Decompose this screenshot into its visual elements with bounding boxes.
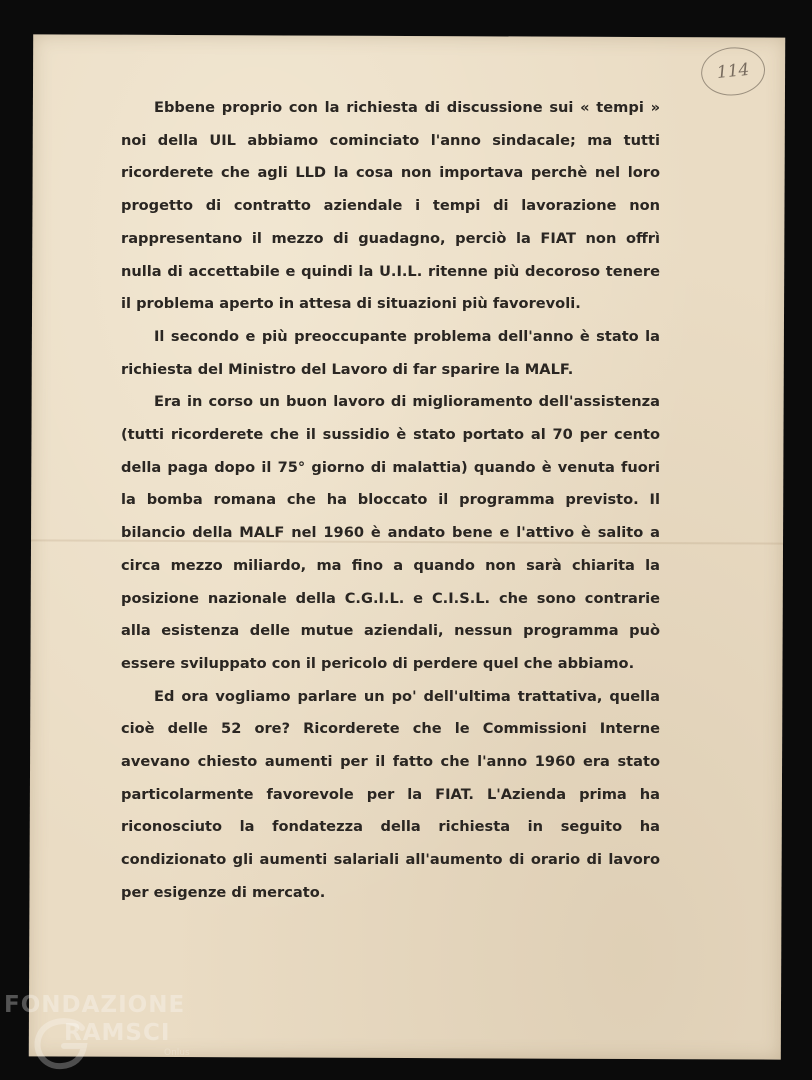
- watermark-line-1: FONDAZIONE: [4, 992, 186, 1018]
- paragraph-1: Ebbene proprio con la richiesta di discussione sui « tempi » noi della UIL abbiamo cominciato l'anno sindacale; ma tutti ricorderete che agli LLD la cosa non importava perchè nel loro progetto di contratto aziendale i tempi di lavorazione non rappresentano il mezzo di guadagno, perciò la FIAT non offrì nulla di accettabile e quindi la U.I.L. ritenne più decoroso tenere il problema aperto in attesa di situazioni più favorevoli.: [121, 99, 660, 313]
- watermark-line-2: RAMSCI: [64, 1020, 171, 1046]
- paragraph-2: Il secondo e più preoccupante problema dell'anno è stato la richiesta del Ministro del Lavoro di far sparire la MALF.: [121, 327, 660, 378]
- paragraph-3: Era in corso un buon lavoro di miglioramento dell'assistenza (tutti ricorderete che il sussidio è stato portato al 70 per cento della paga dopo il 75° giorno di malattia) quando è venuta fuori la bomba romana che ha bloccato il programma previsto. Il bilancio della MALF nel 1960 è andato bene e l'attivo è salito a circa mezzo miliardo, ma fino a quando non sarà chiarita la posizione nazionale della C.G.I.L. e C.I.S.L. che sono contrarie alla esistenza delle mutue aziendali, nessun programma può essere sviluppato con il pericolo di perdere quel che abbiamo.: [121, 393, 660, 672]
- paragraph-4: Ed ora vogliamo parlare un po' dell'ultima trattativa, quella cioè delle 52 ore? Ricorderete che le Commissioni Interne avevano chiesto aumenti per il fatto che l'anno 1960 era stato particolarmente favorevole per la FIAT. L'Azienda prima ha riconosciuto la fondatezza della richiesta in seguito ha condizionato gli aumenti salariali all'aumento di orario di lavoro per esigenze di mercato.: [121, 687, 660, 901]
- archive-number-stamp: 114: [699, 44, 767, 98]
- fondazione-gramsci-watermark: [4, 992, 214, 1072]
- document-body: [121, 92, 660, 910]
- watermark-subtitle: Onlus: [164, 1048, 190, 1058]
